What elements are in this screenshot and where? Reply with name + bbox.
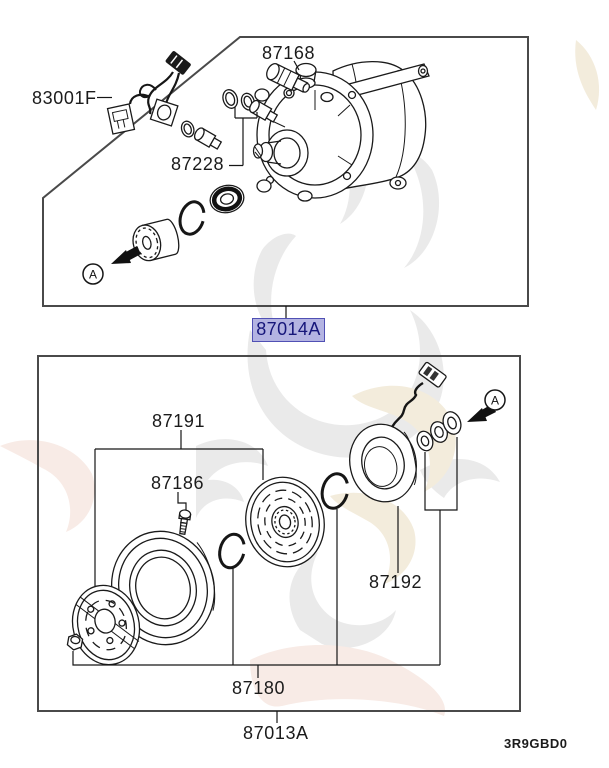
detail-marker-letter-top: A (88, 267, 98, 282)
lip-seal (207, 182, 247, 216)
part-label-87168[interactable]: 87168 (262, 43, 316, 63)
part-label-87180[interactable]: 87180 (232, 678, 286, 698)
shaft-bearing (129, 218, 181, 264)
part-label-87186[interactable]: 87186 (151, 473, 205, 493)
pulley (237, 470, 332, 574)
harness-terminal (165, 50, 192, 75)
o-ring-small (180, 120, 196, 139)
part-label-87191[interactable]: 87191 (152, 411, 206, 431)
part-label-87013A[interactable]: 87013A (243, 723, 309, 743)
valve-small (193, 126, 223, 151)
bolt-87186 (177, 509, 191, 534)
harness-connector-right (150, 99, 177, 126)
snap-ring-left (216, 532, 248, 571)
part-label-83001F[interactable]: 83001F (32, 88, 97, 108)
part-label-87228[interactable]: 87228 (171, 154, 225, 174)
drawing-code: 3R9GBD0 (504, 736, 568, 751)
wiring-harness-83001F (108, 50, 192, 134)
snap-ring-top (176, 199, 207, 237)
harness-connector-left (108, 104, 135, 134)
part-label-87192[interactable]: 87192 (369, 572, 423, 592)
detail-marker-letter-bottom: A (490, 393, 500, 408)
selected-part-label-87014A[interactable]: 87014A (252, 318, 325, 342)
detail-arrow-icon-top (111, 246, 141, 264)
